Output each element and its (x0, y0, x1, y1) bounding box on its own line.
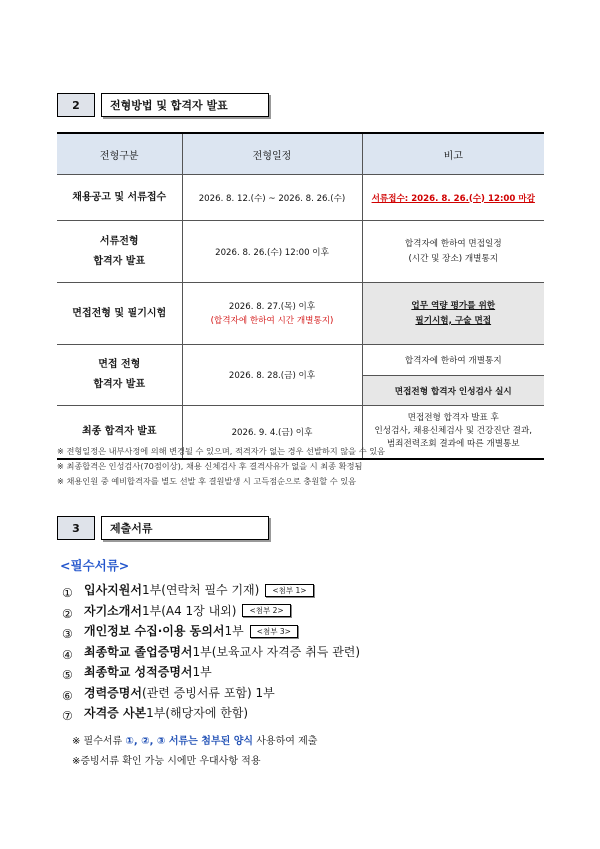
item-detail: (관련 증빙서류 포함) 1부 (141, 685, 275, 700)
section-title: 제출서류 (101, 516, 269, 540)
row-category: 면접전형 및 필기시험 (57, 283, 182, 345)
remark-line: 필기시험, 구술 면접 (415, 315, 492, 326)
item-detail: 1부(보육교사 자격증 취득 관련) (192, 644, 361, 659)
category-line: 면접 전형 (98, 359, 141, 370)
item-detail: 1부 (192, 665, 212, 679)
section-number: 3 (57, 516, 95, 540)
table-row (57, 283, 544, 345)
remark-line: 합격자에 한하여 면접일정 (404, 238, 502, 249)
attachment-tag: <첨부 2> (242, 604, 290, 617)
document-list (62, 580, 360, 724)
section-title: 전형방법 및 합격자 발표 (101, 93, 269, 117)
required-docs-title: <필수서류> (60, 558, 130, 573)
row-remark (362, 406, 544, 459)
footnote-suffix: 사용하여 제출 (253, 736, 318, 747)
row-remark: 면접전형 합격자 인성검사 실시 (362, 376, 544, 406)
header-category: 전형구분 (57, 133, 182, 175)
item-number: ② (62, 606, 73, 621)
row-remark: 서류접수: 2026. 8. 26.(수) 12:00 마감 (362, 175, 544, 221)
table-row (57, 221, 544, 283)
remark-line: 범죄전력조회 결과에 따른 개별통보 (386, 439, 520, 450)
row-remark (362, 283, 544, 345)
schedule-notes (57, 444, 385, 489)
header-schedule: 전형일정 (182, 133, 362, 175)
attachment-tag: <첨부 1> (265, 584, 313, 597)
item-detail: 1부(해당자에 한함) (146, 706, 249, 720)
item-name: 자기소개서 (84, 603, 142, 618)
row-category: 채용공고 및 서류접수 (57, 175, 182, 221)
footnote-required (72, 732, 317, 747)
section-3-header (57, 516, 269, 540)
header-remark: 비고 (362, 133, 544, 175)
item-detail: 1부(연락처 필수 기재) (141, 583, 260, 597)
table-row (57, 345, 544, 376)
item-name: 자격증 사본 (84, 706, 147, 720)
footnote-highlight: ①, ②, ③ 서류는 첨부된 양식 (125, 736, 254, 747)
list-item (62, 580, 360, 601)
section-2-header (57, 93, 269, 117)
item-name: 경력증명서 (84, 685, 142, 700)
item-name: 최종학교 졸업증명서 (84, 644, 193, 659)
list-item (62, 703, 360, 724)
item-name: 입사지원서 (84, 583, 142, 597)
schedule-line: 2026. 8. 27.(목) 이후 (228, 301, 316, 312)
item-number: ⑥ (62, 688, 73, 703)
row-schedule: 2026. 8. 28.(금) 이후 (182, 345, 362, 406)
category-line: 합격자 발표 (93, 379, 146, 390)
remark-line: (시간 및 장소) 개별통지 (408, 253, 499, 264)
item-number: ⑦ (62, 709, 73, 724)
list-item (62, 662, 360, 683)
attachment-tag: <첨부 3> (250, 625, 298, 638)
row-category: 최종 합격자 발표 (57, 406, 182, 459)
category-line: 합격자 발표 (93, 255, 146, 267)
row-remark: 합격자에 한하여 개별통지 (362, 345, 544, 376)
row-schedule: 2026. 8. 12.(수) ~ 2026. 8. 26.(수) (182, 175, 362, 221)
note-line: ※ 최종합격은 인성검사(70점이상), 채용 신체검사 후 결격사유가 없을 시 최종 확정됨 (57, 461, 363, 471)
remark-line: 면접전형 합격자 발표 후 (407, 413, 499, 424)
footnote-prefix: ※ 필수서류 (72, 736, 126, 747)
table-header-row (57, 133, 544, 175)
note-line: ※ 전형일정은 내부사정에 의해 변경될 수 있으며, 적격자가 없는 경우 선발하지 않을 수 있음 (57, 446, 386, 456)
item-name: 개인정보 수집·이용 동의서 (84, 624, 225, 638)
item-number: ① (62, 586, 73, 601)
list-item (62, 601, 360, 622)
section-number: 2 (57, 93, 95, 117)
remark-line: 인성검사, 채용신체검사 및 건강진단 결과, (374, 426, 533, 437)
row-schedule: 2026. 8. 26.(수) 12:00 이후 (182, 221, 362, 283)
row-category (57, 345, 182, 406)
row-schedule: 2026. 9. 4.(금) 이후 (182, 406, 362, 459)
item-detail: 1부(A4 1장 내외) (141, 603, 237, 618)
note-line: ※ 채용인원 중 예비합격자를 별도 선발 후 결원발생 시 고득점순으로 충원할 수 있음 (57, 476, 357, 486)
row-schedule (182, 283, 362, 345)
list-item (62, 621, 360, 642)
item-name: 최종학교 성적증명서 (84, 665, 193, 679)
item-number: ④ (62, 647, 73, 662)
schedule-note: (합격자에 한하여 시간 개별통지) (210, 315, 334, 326)
footnote-preference: ※증빙서류 확인 가능 시에만 우대사항 적용 (72, 756, 261, 767)
row-remark (362, 221, 544, 283)
row-category (57, 221, 182, 283)
item-detail: 1부 (224, 624, 244, 638)
list-item (62, 683, 360, 704)
item-number: ⑤ (62, 668, 73, 683)
remark-line: 업무 역량 평가를 위한 (411, 300, 496, 311)
category-line: 서류전형 (99, 235, 139, 247)
table-row (57, 175, 544, 221)
list-item (62, 642, 360, 663)
schedule-table (57, 132, 544, 460)
item-number: ③ (62, 627, 73, 642)
